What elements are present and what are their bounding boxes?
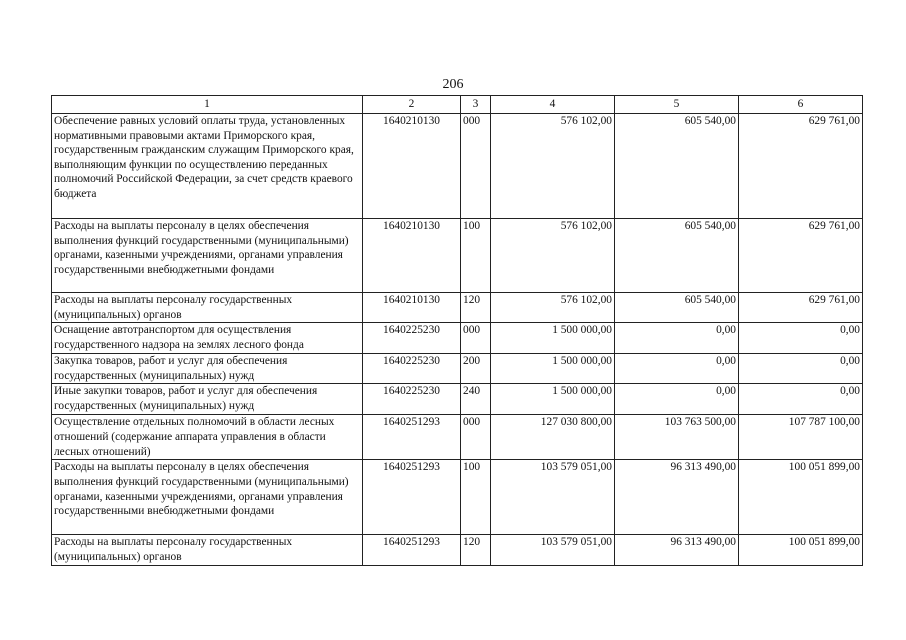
expense-type-code: 000 [461,415,491,460]
expense-name: Обеспечение равных условий оплаты труда, установленных нормативными правовыми актами Приморского края, государственным гражданским служащим Приморского края, выполняющим функции по осуществлению переданных полномочий Российской Федерации, за счет средств краевого бюджета [52,114,363,219]
amount-col4: 1 500 000,00 [491,323,615,354]
expense-name: Расходы на выплаты персоналу государственных (муниципальных) органов [52,293,363,323]
expense-type-code: 240 [461,384,491,415]
expense-type-code: 100 [461,219,491,293]
amount-col6: 100 051 899,00 [739,460,863,535]
column-header: 5 [615,96,739,114]
amount-col5: 0,00 [615,323,739,354]
table-row [52,293,863,323]
expense-name: Осуществление отдельных полномочий в области лесных отношений (содержание аппарата управления в области лесных отношений) [52,415,363,460]
table-row [52,384,863,415]
amount-col4: 576 102,00 [491,219,615,293]
expense-name: Расходы на выплаты персоналу государственных (муниципальных) органов [52,535,363,565]
expense-name: Оснащение автотранспортом для осуществления государственного надзора на землях лесного фонда [52,323,363,354]
amount-col5: 96 313 490,00 [615,460,739,535]
target-article-code: 1640210130 [363,114,461,219]
expense-name: Иные закупки товаров, работ и услуг для обеспечения государственных (муниципальных) нужд [52,384,363,415]
target-article-code: 1640251293 [363,460,461,535]
table-row [52,219,863,293]
table-row [52,460,863,535]
table-row [52,114,863,219]
amount-col5: 96 313 490,00 [615,535,739,565]
amount-col4: 576 102,00 [491,114,615,219]
amount-col5: 103 763 500,00 [615,415,739,460]
table-row [52,323,863,354]
amount-col4: 103 579 051,00 [491,460,615,535]
amount-col5: 605 540,00 [615,219,739,293]
column-number-row [52,96,863,114]
column-header: 3 [461,96,491,114]
amount-col4: 127 030 800,00 [491,415,615,460]
target-article-code: 1640225230 [363,384,461,415]
table-row [52,415,863,460]
expense-type-code: 120 [461,535,491,565]
amount-col6: 629 761,00 [739,114,863,219]
amount-col6: 0,00 [739,323,863,354]
expense-type-code: 200 [461,354,491,384]
target-article-code: 1640210130 [363,293,461,323]
expense-name: Расходы на выплаты персоналу в целях обеспечения выполнения функций государственными (муниципальными) органами, казенными учреждениями, органами управления государственными внебюджетными фондами [52,460,363,535]
amount-col6: 629 761,00 [739,219,863,293]
amount-col6: 0,00 [739,384,863,415]
target-article-code: 1640225230 [363,323,461,354]
column-header: 6 [739,96,863,114]
amount-col6: 0,00 [739,354,863,384]
expense-type-code: 100 [461,460,491,535]
table-row [52,535,863,565]
expense-name: Расходы на выплаты персоналу в целях обеспечения выполнения функций государственными (муниципальными) органами, казенными учреждениями, органами управления государственными внебюджетными фондами [52,219,363,293]
expense-name: Закупка товаров, работ и услуг для обеспечения государственных (муниципальных) нужд [52,354,363,384]
amount-col6: 107 787 100,00 [739,415,863,460]
page-number: 206 [442,77,464,92]
target-article-code: 1640251293 [363,415,461,460]
amount-col6: 629 761,00 [739,293,863,323]
expense-type-code: 120 [461,293,491,323]
amount-col5: 605 540,00 [615,293,739,323]
target-article-code: 1640210130 [363,219,461,293]
amount-col5: 0,00 [615,354,739,384]
amount-col4: 1 500 000,00 [491,384,615,415]
amount-col4: 103 579 051,00 [491,535,615,565]
expense-type-code: 000 [461,114,491,219]
amount-col5: 0,00 [615,384,739,415]
target-article-code: 1640225230 [363,354,461,384]
budget-table [51,95,863,566]
amount-col6: 100 051 899,00 [739,535,863,565]
column-header: 2 [363,96,461,114]
amount-col5: 605 540,00 [615,114,739,219]
table-row [52,354,863,384]
target-article-code: 1640251293 [363,535,461,565]
column-header: 4 [491,96,615,114]
amount-col4: 1 500 000,00 [491,354,615,384]
column-header: 1 [52,96,363,114]
expense-type-code: 000 [461,323,491,354]
amount-col4: 576 102,00 [491,293,615,323]
